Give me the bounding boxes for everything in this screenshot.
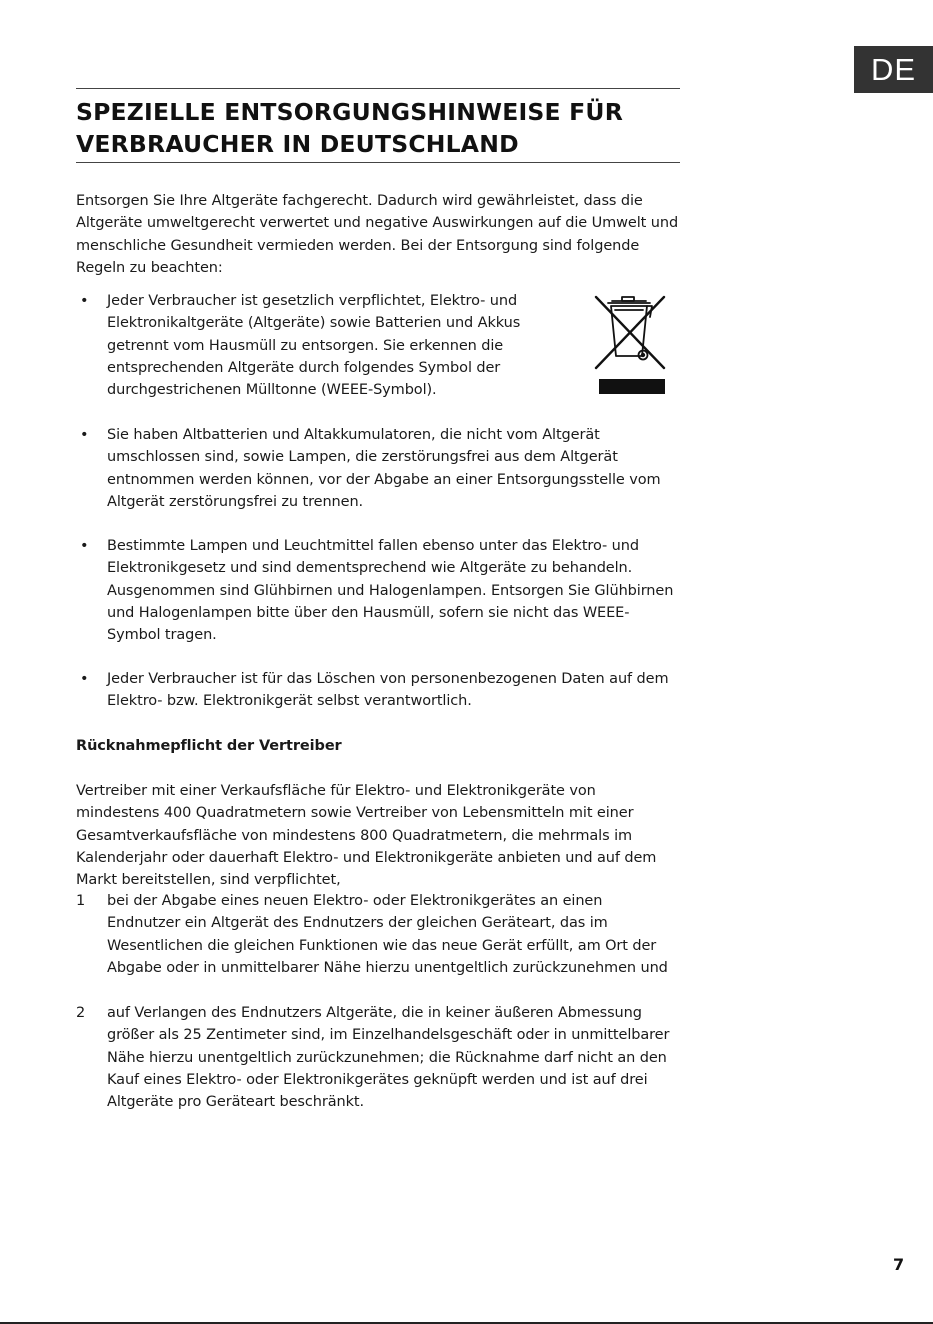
numbered-text: auf Verlangen des Endnutzers Altgeräte, die in keiner äußeren Abmessung größer als 25 Zentimeter sind, im Einzelhandelsgeschäft oder in unmittelbarer Nähe hierzu unentgeltlich zurückzunehmen; die Rücknahme darf nicht an den Kauf eines Elektro- oder Elektronikgerätes geknüpft werden und ist auf drei Altgeräte pro Geräteart beschränkt.	[107, 1005, 670, 1111]
numbered-item	[76, 1002, 680, 1113]
numbered-item	[76, 890, 680, 979]
bullet-text: Jeder Verbraucher ist für das Löschen von personenbezogenen Daten auf dem Elektro- bzw. Elektronikgerät selbst verantwortlich.	[107, 671, 669, 710]
bullet-marker: •	[80, 538, 89, 554]
intro-paragraph: Entsorgen Sie Ihre Altgeräte fachgerecht. Dadurch wird gewährleistet, dass die Altgeräte umweltgerecht verwertet und negative Auswirkungen auf die Umwelt und menschliche Gesundheit vermieden werden. Bei der Entsorgung sind folgende Regeln zu beachten:	[76, 193, 679, 276]
vendor-paragraph: Vertreiber mit einer Verkaufsfläche für Elektro- und Elektronikgeräte von mindestens 400 Quadratmetern sowie Vertreiber von Lebensmitteln mit einer Gesamtverkaufsfläche von mindestens 800 Quadratmetern, die mehrmals im Kalenderjahr oder dauerhaft Elektro- und Elektronikgeräte anbieten und auf dem Markt bereitstellen, sind verpflichtet,	[76, 783, 657, 889]
bullet-text: Bestimmte Lampen und Leuchtmittel fallen ebenso unter das Elektro- und Elektronikgesetz und sind dementsprechend wie Altgeräte zu behandeln. Ausgenommen sind Glühbirnen und Halogenlampen. Entsorgen Sie Glühbirnen und Halogenlampen bitte über den Hausmüll, sofern sie nicht das WEEE-Symbol tragen.	[107, 538, 674, 644]
page-title-line-1: SPEZIELLE ENTSORGUNGSHINWEISE FÜR	[76, 98, 624, 126]
page-title	[76, 96, 680, 160]
weee-crossed-bin-icon	[590, 290, 668, 396]
section-heading: Rücknahmepflicht der Vertreiber	[76, 738, 342, 754]
bullet-marker: •	[80, 671, 89, 687]
bullet-marker: •	[80, 427, 89, 443]
bullet-item	[76, 424, 680, 513]
page-number: 7	[893, 1255, 905, 1274]
bullet-item	[76, 668, 680, 713]
numbered-marker: 2	[76, 1005, 86, 1021]
numbered-marker: 1	[76, 893, 86, 909]
title-rule-top	[76, 88, 680, 89]
title-rule-bottom	[76, 162, 680, 163]
bullet-item	[76, 535, 680, 646]
page-title-line-2: VERBRAUCHER IN DEUTSCHLAND	[76, 130, 519, 158]
bullet-marker: •	[80, 293, 89, 309]
bullet-text: Jeder Verbraucher ist gesetzlich verpflichtet, Elektro- und Elektronikaltgeräte (Altgeräte) sowie Batterien und Akkus getrennt vom Hausmüll zu entsorgen. Sie erkennen die entsprechenden Altgeräte durch folgendes Symbol der durchgestrichenen Mülltonne (WEEE-Symbol).	[107, 293, 521, 399]
bullet-text: Sie haben Altbatterien und Altakkumulatoren, die nicht vom Altgerät umschlossen sind, sowie Lampen, die zerstörungsfrei aus dem Altgerät entnommen werden können, vor der Abgabe an einer Entsorgungsstelle vom Altgerät zerstörungsfrei zu trennen.	[107, 427, 661, 510]
numbered-text: bei der Abgabe eines neuen Elektro- oder Elektronikgerätes an einen Endnutzer ein Altgerät des Endnutzers der gleichen Geräteart, das im Wesentlichen die gleichen Funktionen wie das neue Gerät erfüllt, am Ort der Abgabe oder in unmittelbarer Nähe hierzu unentgeltlich zurückzunehmen und	[107, 893, 668, 976]
language-tab: DE	[854, 46, 933, 93]
